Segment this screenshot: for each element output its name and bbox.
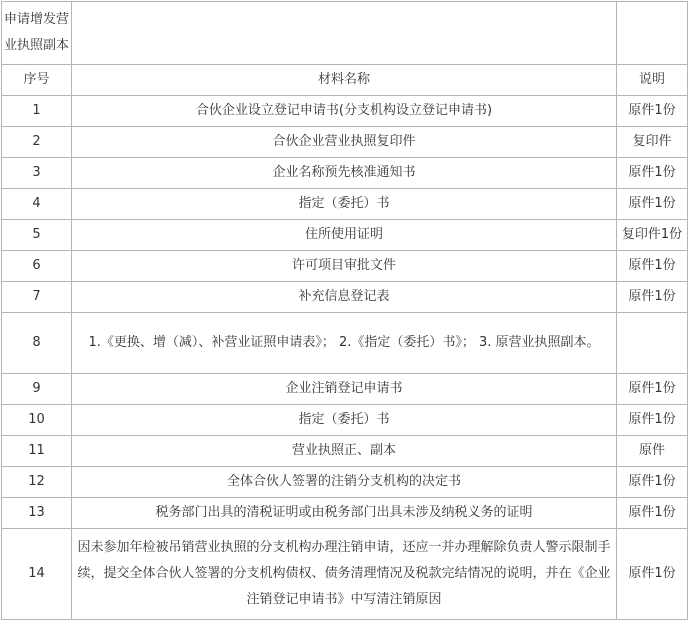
- header-row: [2, 65, 688, 96]
- title-row: [2, 2, 688, 65]
- row-note: 原件1份: [617, 374, 688, 405]
- row-no: 10: [2, 405, 72, 436]
- row-note: 原件1份: [617, 158, 688, 189]
- row-no: 11: [2, 436, 72, 467]
- row-note: 原件1份: [617, 467, 688, 498]
- table-row: [2, 251, 688, 282]
- row-note: 原件1份: [617, 498, 688, 529]
- table-row: [2, 405, 688, 436]
- table-row: [2, 127, 688, 158]
- row-note: 原件1份: [617, 529, 688, 620]
- table-row: [2, 529, 688, 620]
- title-empty-cell: [617, 2, 688, 65]
- table-row: [2, 282, 688, 313]
- row-no: 6: [2, 251, 72, 282]
- title-cell: [2, 2, 72, 65]
- table-row: [2, 158, 688, 189]
- table-row: [2, 96, 688, 127]
- row-name: 住所使用证明: [72, 220, 617, 251]
- row-no: 12: [2, 467, 72, 498]
- row-no: 9: [2, 374, 72, 405]
- table-row: [2, 313, 688, 374]
- row-no: 7: [2, 282, 72, 313]
- row-name: 指定（委托）书: [72, 189, 617, 220]
- row-name: 全体合伙人签署的注销分支机构的决定书: [72, 467, 617, 498]
- row-note: 原件1份: [617, 96, 688, 127]
- row-name: 合伙企业设立登记申请书(分支机构设立登记申请书): [72, 96, 617, 127]
- row-no: 8: [2, 313, 72, 374]
- row-name: 税务部门出具的清税证明或由税务部门出具未涉及纳税义务的证明: [72, 498, 617, 529]
- row-note: 原件1份: [617, 405, 688, 436]
- row-name: 因未参加年检被吊销营业执照的分支机构办理注销申请，还应一并办理解除负责人警示限制手续，提交全体合伙人签署的分支机构债权、债务清理情况及税款完结情况的说明，并在《企业注销登记申请书》中写清注销原因: [72, 529, 617, 620]
- table-row: [2, 374, 688, 405]
- table-row: [2, 467, 688, 498]
- row-note: 原件1份: [617, 282, 688, 313]
- table-row: [2, 498, 688, 529]
- header-note: 说明: [617, 65, 688, 96]
- row-name: 补充信息登记表: [72, 282, 617, 313]
- table-row: [2, 220, 688, 251]
- row-no: 14: [2, 529, 72, 620]
- row-note: [617, 313, 688, 374]
- row-name: 企业名称预先核准通知书: [72, 158, 617, 189]
- row-note: 原件1份: [617, 189, 688, 220]
- row-name: 企业注销登记申请书: [72, 374, 617, 405]
- header-no: 序号: [2, 65, 72, 96]
- row-no: 4: [2, 189, 72, 220]
- row-note: 原件1份: [617, 251, 688, 282]
- row-no: 3: [2, 158, 72, 189]
- table-row: [2, 436, 688, 467]
- row-no: 5: [2, 220, 72, 251]
- header-name: 材料名称: [72, 65, 617, 96]
- table-title: 申请增发营业执照副本: [4, 12, 70, 53]
- row-note: 复印件1份: [617, 220, 688, 251]
- table-row: [2, 189, 688, 220]
- row-note: 复印件: [617, 127, 688, 158]
- row-no: 13: [2, 498, 72, 529]
- row-name: 许可项目审批文件: [72, 251, 617, 282]
- materials-table: [1, 1, 688, 620]
- row-no: 1: [2, 96, 72, 127]
- row-name: 合伙企业营业执照复印件: [72, 127, 617, 158]
- title-empty-cell: [72, 2, 617, 65]
- row-note: 原件: [617, 436, 688, 467]
- row-no: 2: [2, 127, 72, 158]
- row-name: 指定（委托）书: [72, 405, 617, 436]
- row-name: 1.《更换、增（减）、补营业证照申请表》； 2.《指定（委托）书》； 3. 原营业执照副本。: [72, 313, 617, 374]
- row-name: 营业执照正、副本: [72, 436, 617, 467]
